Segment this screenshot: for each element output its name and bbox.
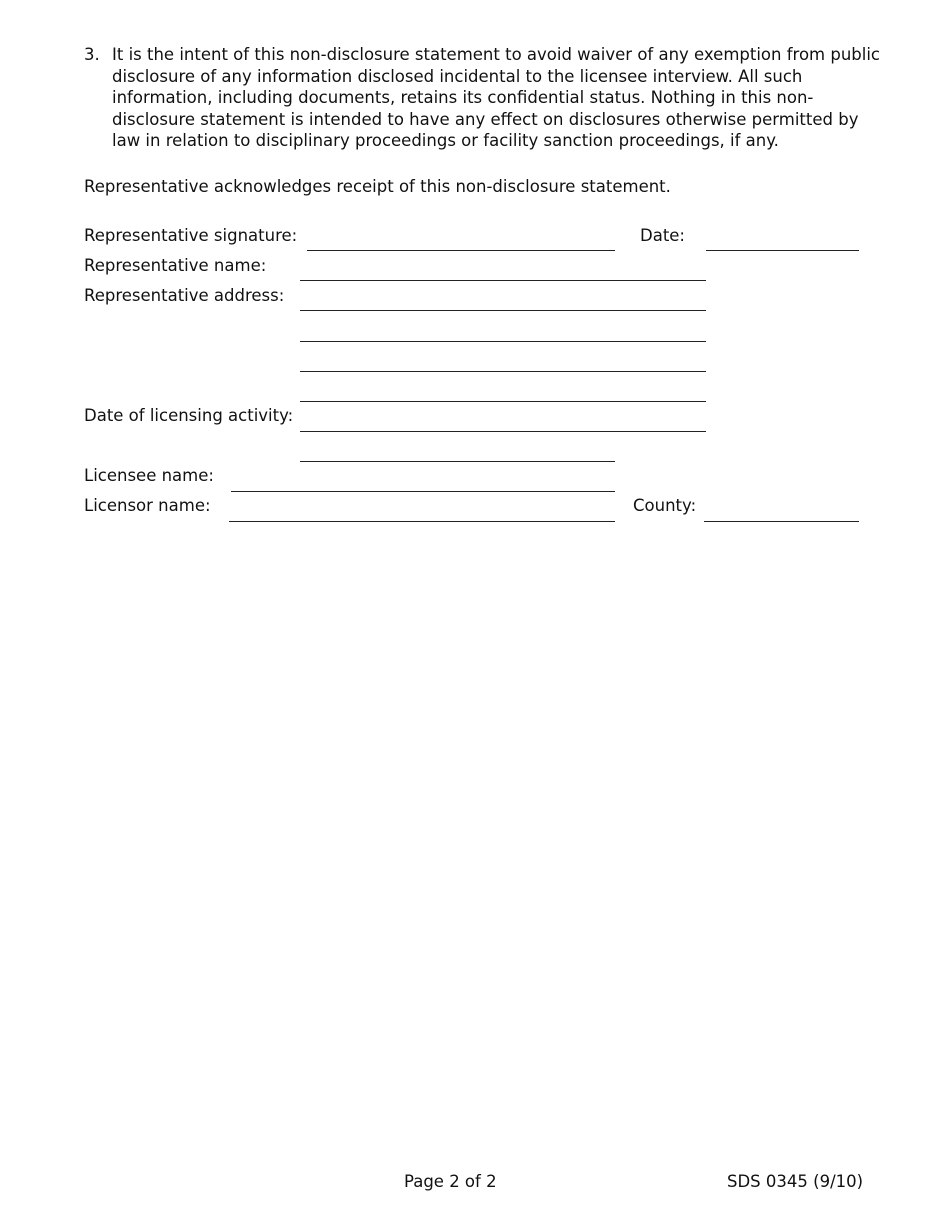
paragraph-line: law in relation to disciplinary proceedings or facility sanction proceedings, if any. xyxy=(112,131,779,150)
paragraph-line: information, including documents, retains its confidential status. Nothing in this non- xyxy=(112,88,814,107)
rep-address-field-line-3[interactable] xyxy=(300,371,706,372)
county-label: County: xyxy=(633,496,697,515)
paragraph-line: disclosure statement is intended to have any effect on disclosures otherwise permitted by xyxy=(112,109,859,129)
licensor-name-label: Licensor name: xyxy=(84,496,211,515)
acknowledgement-text: Representative acknowledges receipt of this non-disclosure statement. xyxy=(84,177,671,196)
rep-signature-field[interactable] xyxy=(307,250,615,251)
rep-address-field-line-2[interactable] xyxy=(300,341,706,342)
licensing-date-field[interactable] xyxy=(300,431,706,432)
licensee-name-field[interactable] xyxy=(231,491,615,492)
county-field[interactable] xyxy=(704,521,859,522)
rep-address-field-line-4[interactable] xyxy=(300,401,706,402)
rep-address-field-line-1[interactable] xyxy=(300,310,706,311)
rep-name-field[interactable] xyxy=(300,280,706,281)
licensee-name-label: Licensee name: xyxy=(84,466,214,485)
paragraph-line: It is the intent of this non-disclosure statement to avoid waiver of any exemption from public xyxy=(112,45,880,64)
date-field[interactable] xyxy=(706,250,859,251)
rep-name-label: Representative name: xyxy=(84,256,267,275)
rep-signature-label: Representative signature: xyxy=(84,226,298,245)
blank-field-line[interactable] xyxy=(300,461,615,462)
licensing-date-label: Date of licensing activity: xyxy=(84,406,294,425)
date-label: Date: xyxy=(640,226,685,245)
form-id: SDS 0345 (9/10) xyxy=(727,1172,864,1191)
licensor-name-field[interactable] xyxy=(229,521,615,522)
confidentiality-paragraph xyxy=(112,44,880,152)
paragraph-line: disclosure of any information disclosed incidental to the licensee interview. All such xyxy=(112,66,803,86)
item-number: 3. xyxy=(84,45,100,64)
rep-address-label: Representative address: xyxy=(84,286,285,305)
page-number: Page 2 of 2 xyxy=(404,1172,497,1191)
